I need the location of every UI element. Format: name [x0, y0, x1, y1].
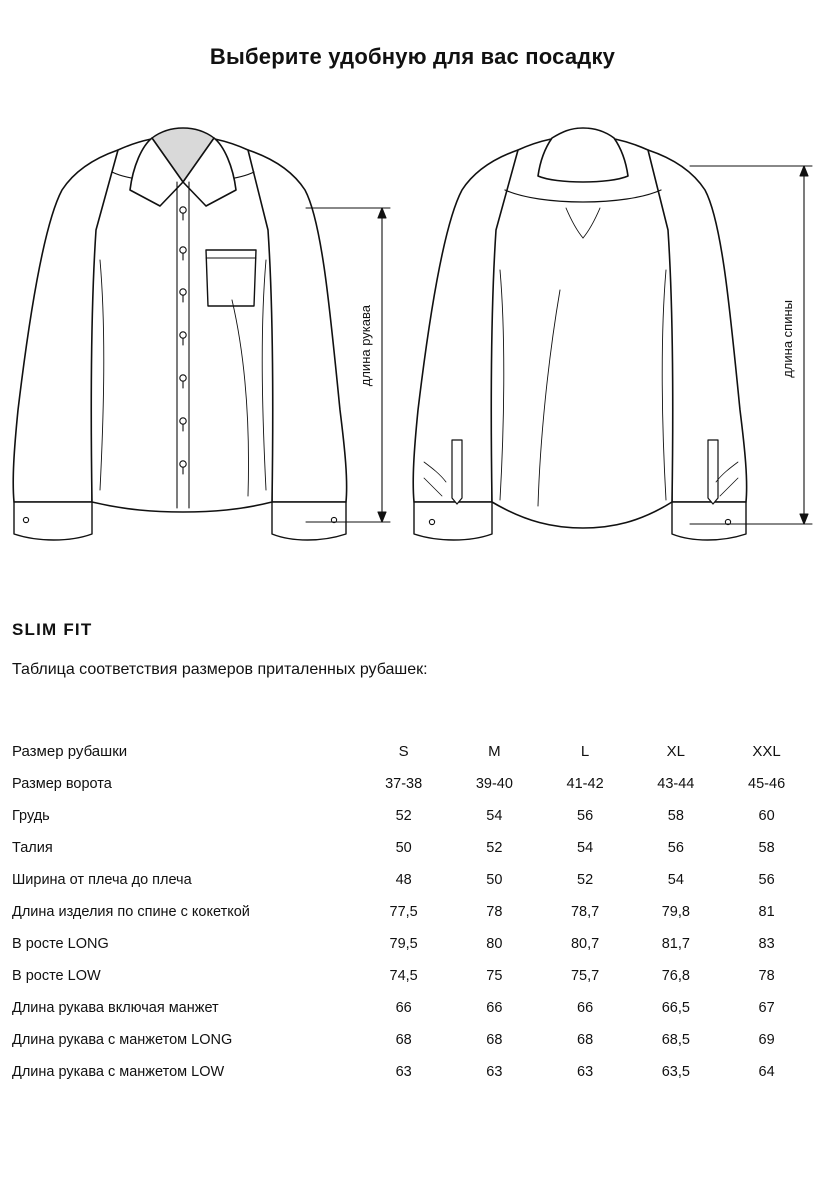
- row-value: 54: [577, 840, 594, 856]
- row-value: 80,7: [570, 936, 600, 952]
- table-header-row: [12, 735, 812, 768]
- row-value: 56: [758, 872, 775, 888]
- column-header-xl: XL: [666, 743, 686, 760]
- table-header-label: Размер рубашки: [12, 743, 128, 760]
- row-value: 75: [486, 968, 503, 984]
- row-value: 56: [667, 840, 684, 856]
- row-value: 66: [577, 1000, 594, 1016]
- row-label: Ширина от плеча до плеча: [12, 872, 192, 888]
- row-value: 52: [577, 872, 594, 888]
- row-value: 45-46: [748, 776, 786, 792]
- row-label: В росте LOW: [12, 968, 101, 984]
- row-value: 66: [395, 1000, 412, 1016]
- row-value: 50: [395, 840, 412, 856]
- row-value: 60: [758, 808, 775, 824]
- row-value: 81,7: [661, 936, 690, 952]
- row-label: Длина рукава с манжетом LOW: [12, 1064, 225, 1080]
- row-value: 81: [758, 904, 775, 920]
- row-value: 68: [577, 1032, 594, 1048]
- row-value: 50: [486, 872, 503, 888]
- row-value: 63: [577, 1064, 594, 1080]
- row-value: 76,8: [661, 968, 690, 984]
- row-value: 37-38: [385, 776, 423, 792]
- row-value: 66,5: [661, 1000, 690, 1016]
- sleeve-length-label: длина рукава: [358, 305, 373, 387]
- shirt-front-group: [13, 128, 346, 540]
- column-header-s: S: [398, 743, 409, 760]
- row-value: 54: [667, 872, 684, 888]
- row-label: Длина рукава включая манжет: [12, 1000, 219, 1016]
- table-row: [12, 832, 812, 864]
- row-value: 77,5: [389, 904, 418, 920]
- row-label: Длина рукава с манжетом LONG: [12, 1032, 233, 1048]
- row-value: 48: [395, 872, 412, 888]
- row-label: Талия: [12, 840, 53, 856]
- row-value: 52: [395, 808, 412, 824]
- shirt-diagram-svg: [0, 110, 825, 570]
- column-header-l: L: [580, 743, 590, 760]
- row-label: Размер ворота: [12, 776, 112, 792]
- row-value: 63,5: [661, 1064, 690, 1080]
- table-row: [12, 1024, 812, 1056]
- table-row: [12, 992, 812, 1024]
- row-value: 43-44: [657, 776, 695, 792]
- row-value: 79,5: [389, 936, 418, 952]
- row-label: В росте LONG: [12, 936, 109, 952]
- table-row: [12, 896, 812, 928]
- row-value: 58: [667, 808, 684, 824]
- table-row: [12, 960, 812, 992]
- row-value: 78: [486, 904, 503, 920]
- row-value: 54: [486, 808, 503, 824]
- row-value: 80: [486, 936, 503, 952]
- row-value: 78,7: [570, 904, 600, 920]
- shirt-illustration: [0, 110, 825, 570]
- row-value: 67: [758, 1000, 775, 1016]
- table-row: [12, 800, 812, 832]
- table-row: [12, 1056, 812, 1088]
- row-label: Грудь: [12, 808, 50, 824]
- row-value: 52: [486, 840, 503, 856]
- row-value: 78: [758, 968, 775, 984]
- page-title: Выберите удобную для вас посадку: [209, 44, 616, 69]
- row-value: 83: [758, 936, 775, 952]
- row-value: 41-42: [566, 776, 604, 792]
- row-value: 66: [486, 1000, 503, 1016]
- row-value: 75,7: [570, 968, 600, 984]
- size-table: [12, 735, 812, 1088]
- row-value: 39-40: [475, 776, 513, 792]
- fit-description: Таблица соответствия размеров приталенных рубашек:: [12, 661, 428, 678]
- table-row: [12, 864, 812, 896]
- shirt-back-group: [413, 128, 746, 540]
- row-value: 79,8: [661, 904, 690, 920]
- size-table-body: [12, 735, 812, 1088]
- row-value: 64: [758, 1064, 775, 1080]
- table-row: [12, 768, 812, 800]
- back-length-label: длина спины: [780, 300, 795, 378]
- row-value: 58: [758, 840, 775, 856]
- fit-name: SLIM FIT: [12, 620, 93, 639]
- row-value: 68: [486, 1032, 503, 1048]
- row-value: 69: [758, 1032, 775, 1048]
- row-label: Длина изделия по спине с кокеткой: [12, 904, 250, 920]
- row-value: 63: [395, 1064, 412, 1080]
- column-header-xxl: XXL: [752, 743, 781, 760]
- table-row: [12, 928, 812, 960]
- row-value: 68: [395, 1032, 412, 1048]
- row-value: 74,5: [389, 968, 418, 984]
- row-value: 68,5: [661, 1032, 690, 1048]
- column-header-m: M: [488, 743, 501, 760]
- row-value: 63: [486, 1064, 503, 1080]
- row-value: 56: [577, 808, 594, 824]
